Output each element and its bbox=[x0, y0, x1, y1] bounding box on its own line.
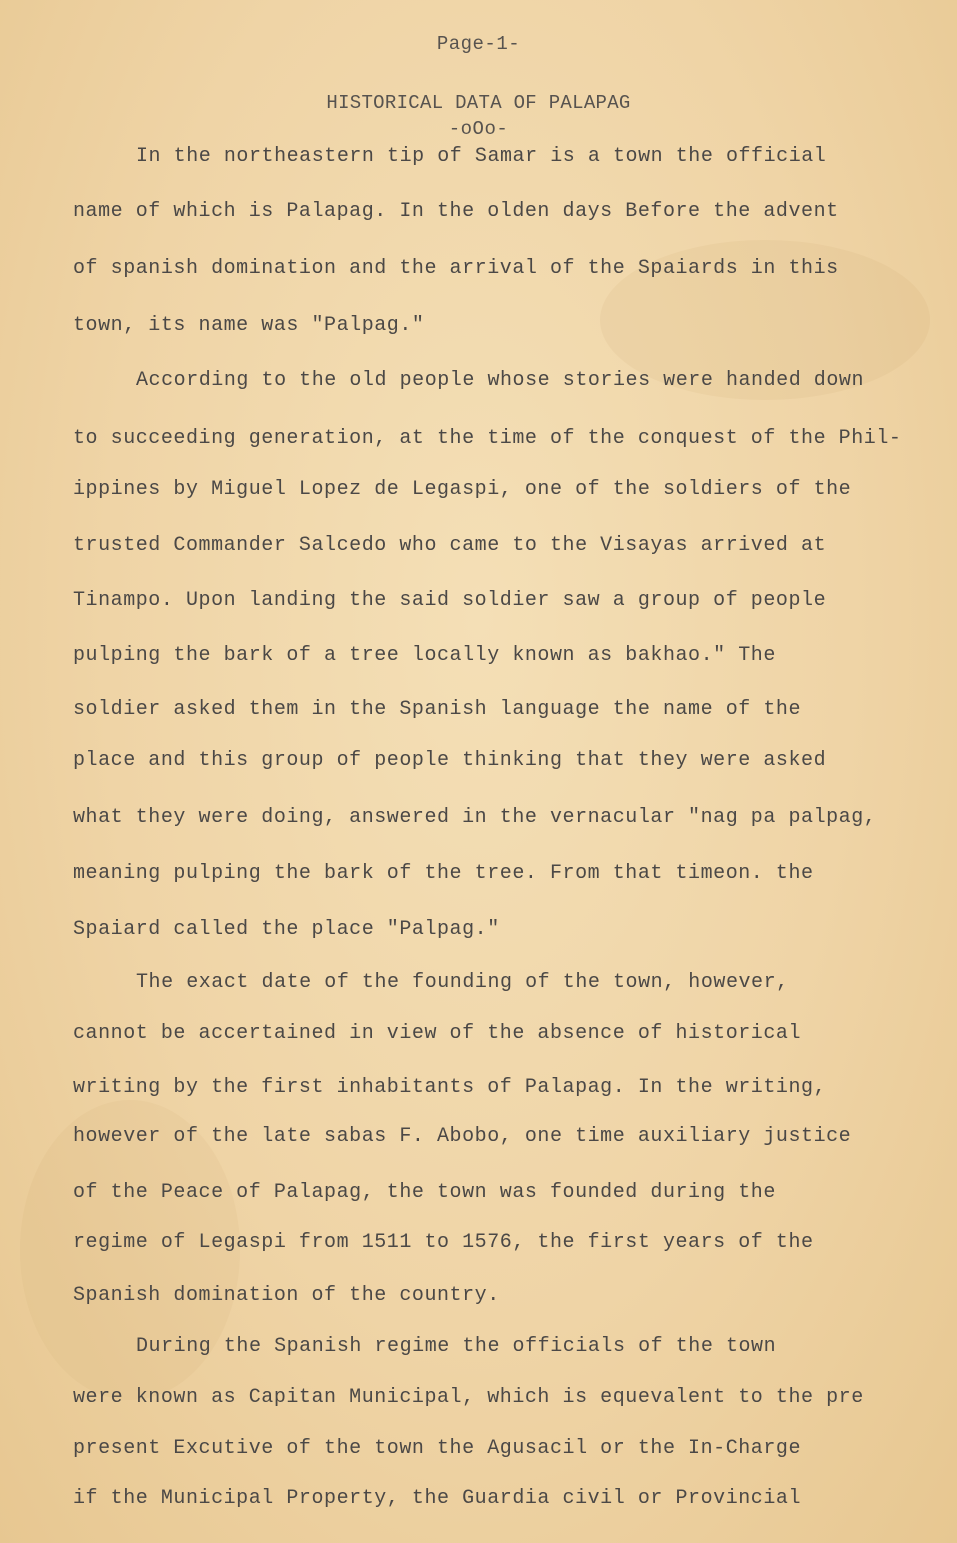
body-line: however of the late sabas F. Abobo, one time auxiliary justice bbox=[73, 1125, 852, 1148]
title-ornament: -oOo- bbox=[448, 118, 509, 140]
body-line: place and this group of people thinking that they were asked bbox=[73, 749, 827, 772]
body-line: were known as Capitan Municipal, which is equevalent to the pre bbox=[73, 1386, 864, 1409]
body-line: trusted Commander Salcedo who came to the Visayas arrived at bbox=[73, 534, 827, 557]
body-line: During the Spanish regime the officials of the town bbox=[136, 1335, 777, 1358]
body-line: town, its name was "Palpag." bbox=[73, 314, 425, 337]
body-line: Spanish domination of the country. bbox=[73, 1284, 500, 1307]
body-line: cannot be accertained in view of the absence of historical bbox=[73, 1022, 802, 1045]
body-line: what they were doing, answered in the vernacular "nag pa palpag, bbox=[73, 806, 877, 829]
body-line: In the northeastern tip of Samar is a town the official bbox=[136, 145, 827, 168]
body-line: According to the old people whose stories were handed down bbox=[136, 369, 865, 392]
body-line: Spaiard called the place "Palpag." bbox=[73, 918, 500, 941]
document-title: HISTORICAL DATA OF PALAPAG bbox=[326, 92, 631, 114]
body-line: The exact date of the founding of the town, however, bbox=[136, 971, 789, 994]
body-line: soldier asked them in the Spanish language the name of the bbox=[73, 698, 802, 721]
body-line: to succeeding generation, at the time of the conquest of the Phil- bbox=[73, 427, 902, 450]
body-line: of spanish domination and the arrival of the Spaiards in this bbox=[73, 257, 839, 280]
body-line: regime of Legaspi from 1511 to 1576, the first years of the bbox=[73, 1231, 814, 1254]
body-line: ippines by Miguel Lopez de Legaspi, one of the soldiers of the bbox=[73, 478, 852, 501]
body-line: pulping the bark of a tree locally known as bakhao." The bbox=[73, 644, 776, 667]
body-line: present Excutive of the town the Agusacil or the In-Charge bbox=[73, 1437, 802, 1460]
body-line: name of which is Palapag. In the olden days Before the advent bbox=[73, 200, 839, 223]
page-number: Page-1- bbox=[436, 33, 521, 55]
body-line: Tinampo. Upon landing the said soldier saw a group of people bbox=[73, 589, 827, 612]
body-line: writing by the first inhabitants of Palapag. In the writing, bbox=[73, 1076, 827, 1099]
body-line: meaning pulping the bark of the tree. From that timeon. the bbox=[73, 862, 814, 885]
body-line: if the Municipal Property, the Guardia civil or Provincial bbox=[73, 1487, 802, 1510]
body-line: of the Peace of Palapag, the town was founded during the bbox=[73, 1181, 776, 1204]
